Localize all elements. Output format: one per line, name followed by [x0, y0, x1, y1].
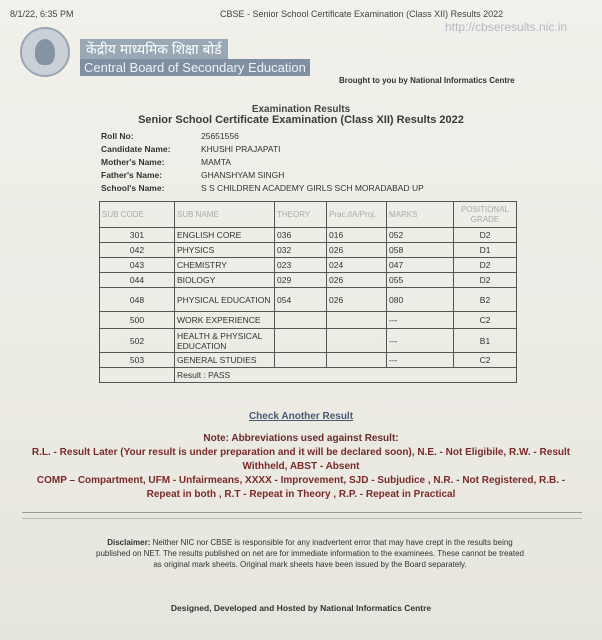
results-subheading: Senior School Certificate Examination (Class XII) Results 2022 — [138, 114, 464, 126]
sub-code: 042 — [100, 243, 175, 258]
theory: 036 — [275, 228, 327, 243]
grade: D1 — [454, 243, 517, 258]
info-label: Candidate Name: — [101, 144, 171, 154]
abbreviation-note — [20, 432, 582, 502]
disclaimer-label: Disclaimer: — [107, 538, 151, 547]
grade: B1 — [454, 329, 517, 353]
table-row — [100, 243, 517, 258]
table-header-row — [100, 202, 517, 228]
note-line-1: R.L. - Result Later (Your result is under preparation and it will be declared soon), N.E. - Not Eligibile, R.W. - Result Withheld, ABST - Absent — [31, 447, 571, 472]
mother-name-value: MAMTA — [201, 157, 232, 167]
info-label: School's Name: — [101, 183, 165, 193]
candidate-info — [101, 130, 424, 195]
grade: B2 — [454, 288, 517, 312]
marks: 047 — [387, 258, 454, 273]
sub-code: 301 — [100, 228, 175, 243]
marks: --- — [387, 353, 454, 368]
sub-name: HEALTH & PHYSICAL EDUCATION — [175, 329, 275, 353]
sub-code: 503 — [100, 353, 175, 368]
theory: 023 — [275, 258, 327, 273]
brought-by-text: Brought to you by National Informatics Centre — [339, 76, 515, 85]
sub-name: BIOLOGY — [175, 273, 275, 288]
note-heading: Note: Abbreviations used against Result: — [203, 433, 399, 444]
sub-code: 500 — [100, 312, 175, 329]
table-row — [100, 329, 517, 353]
practical: 026 — [327, 288, 387, 312]
sub-name: CHEMISTRY — [175, 258, 275, 273]
table-row — [100, 228, 517, 243]
result-row — [100, 368, 517, 383]
practical: 024 — [327, 258, 387, 273]
table-row — [100, 288, 517, 312]
header-sub-code: SUB CODE — [100, 202, 175, 228]
result-text: Result : PASS — [175, 368, 517, 383]
board-name-english: Central Board of Secondary Education — [80, 59, 310, 76]
info-label: Roll No: — [101, 131, 134, 141]
grade: D2 — [454, 228, 517, 243]
sub-code: 048 — [100, 288, 175, 312]
board-name-hindi: केंद्रीय माध्यमिक शिक्षा बोर्ड — [80, 39, 228, 60]
info-label: Mother's Name: — [101, 157, 165, 167]
theory: 032 — [275, 243, 327, 258]
table-row — [100, 258, 517, 273]
header-sub-name: SUB NAME — [175, 202, 275, 228]
marks: --- — [387, 329, 454, 353]
grade: D2 — [454, 258, 517, 273]
header-practical: Prac./IA/Proj. — [327, 202, 387, 228]
sub-name: PHYSICS — [175, 243, 275, 258]
theory — [275, 312, 327, 329]
info-label: Father's Name: — [101, 170, 163, 180]
practical: 026 — [327, 273, 387, 288]
mother-name-row — [101, 156, 424, 169]
header-grade: POSITIONAL GRADE — [454, 202, 517, 228]
header-theory: THEORY — [275, 202, 327, 228]
grade: C2 — [454, 353, 517, 368]
sub-name: ENGLISH CORE — [175, 228, 275, 243]
sub-code: 502 — [100, 329, 175, 353]
candidate-name-row — [101, 143, 424, 156]
table-row — [100, 353, 517, 368]
divider — [22, 512, 582, 513]
grade: D2 — [454, 273, 517, 288]
results-heading: Examination Results — [251, 104, 351, 115]
disclaimer-text: Neither NIC nor CBSE is responsible for any inadvertent error that may have crept in the results being published on NET. The results published on net are for immediate information to the examinees. These cannot be treated as original mark sheets. Original mark sheets have been issued by the Board separately. — [96, 538, 524, 569]
practical — [327, 353, 387, 368]
theory — [275, 353, 327, 368]
marks: 080 — [387, 288, 454, 312]
grade: C2 — [454, 312, 517, 329]
disclaimer — [95, 537, 525, 570]
father-name-value: GHANSHYAM SINGH — [201, 170, 285, 180]
marks: --- — [387, 312, 454, 329]
school-name-row — [101, 182, 424, 195]
result-spacer — [100, 368, 175, 383]
father-name-row — [101, 169, 424, 182]
candidate-name-value: KHUSHI PRAJAPATI — [201, 144, 281, 154]
site-url: http://cbseresults.nic.in — [445, 20, 568, 34]
table-row — [100, 312, 517, 329]
school-name-value: S S CHILDREN ACADEMY GIRLS SCH MORADABAD UP — [201, 183, 424, 193]
practical — [327, 312, 387, 329]
marks-table — [99, 201, 517, 383]
roll-no-row — [101, 130, 424, 143]
divider — [22, 518, 582, 519]
note-line-2: COMP – Compartment, UFM - Unfairmeans, XXXX - Improvement, SJD - Subjudice , N.R. - Not Registered, R.B. - Repeat in both , R.T - Repeat in Theory , R.P. - Repeat in Practical — [36, 475, 566, 500]
practical: 016 — [327, 228, 387, 243]
sub-code: 043 — [100, 258, 175, 273]
footer-credit: Designed, Developed and Hosted by National Informatics Centre — [170, 603, 432, 613]
sub-name: PHYSICAL EDUCATION — [175, 288, 275, 312]
marks: 055 — [387, 273, 454, 288]
practical: 026 — [327, 243, 387, 258]
header-marks: MARKS — [387, 202, 454, 228]
check-another-result-link[interactable]: Check Another Result — [248, 411, 354, 422]
theory: 054 — [275, 288, 327, 312]
print-page-title: CBSE - Senior School Certificate Examination (Class XII) Results 2022 — [220, 9, 504, 19]
sub-code: 044 — [100, 273, 175, 288]
table-row — [100, 273, 517, 288]
roll-no-value: 25651556 — [201, 131, 239, 141]
practical — [327, 329, 387, 353]
sub-name: GENERAL STUDIES — [175, 353, 275, 368]
marks: 058 — [387, 243, 454, 258]
print-date: 8/1/22, 6:35 PM — [10, 9, 74, 19]
theory — [275, 329, 327, 353]
sub-name: WORK EXPERIENCE — [175, 312, 275, 329]
cbse-logo-icon — [20, 27, 70, 77]
marks: 052 — [387, 228, 454, 243]
theory: 029 — [275, 273, 327, 288]
